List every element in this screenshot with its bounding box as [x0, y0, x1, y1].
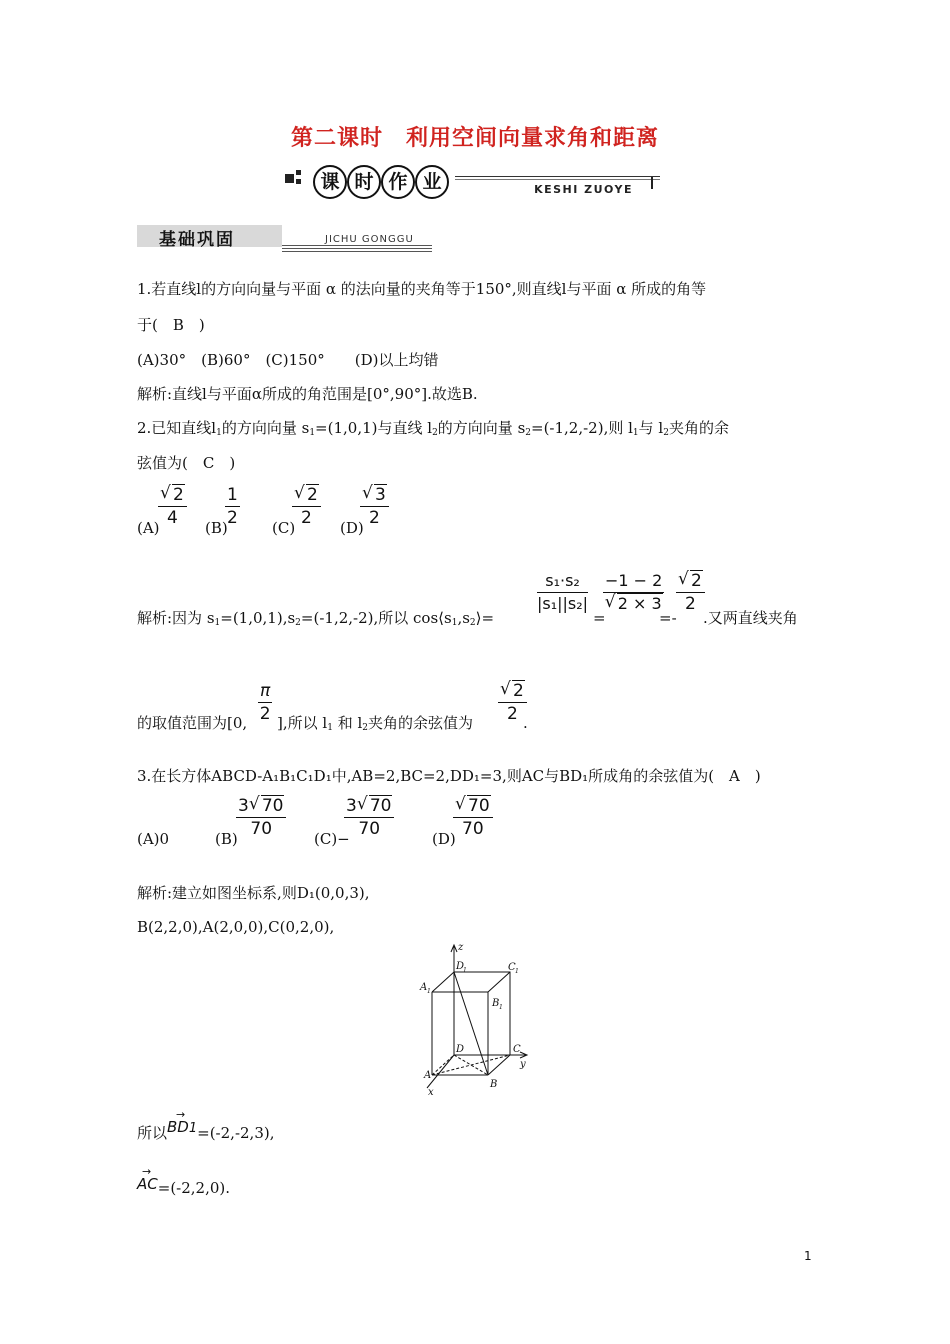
label-C1-sub: 1	[515, 968, 519, 975]
q3-vector-line2: → AC=(-2,2,0).	[137, 1178, 230, 1198]
label-D1-sub: 1	[463, 967, 467, 974]
label-A1: A	[420, 982, 428, 993]
cuboid-figure	[412, 940, 542, 1100]
edge-BC	[488, 1055, 510, 1075]
q3-option-c: (C)−	[314, 830, 350, 848]
label-D: D	[456, 1044, 465, 1055]
q2-line1: 2.已知直线$l_1$的方向向量 $s_1=(1,0,1)$与直线 $l_2$的方向向量 $s_2=(-1,2,-2)$,则 $l_1$与 $l_2$夹角的余	[137, 419, 729, 438]
q3-fraction-b: 3 √ 70 70	[236, 795, 286, 840]
q2-option-d: (D)	[340, 519, 364, 537]
q2-option-b: (B)	[205, 519, 228, 537]
q3-vector-line1: 所以 → BD1=(-2,-2,3),	[137, 1123, 274, 1145]
vector-arrow-icon: →	[176, 1108, 186, 1121]
q2-line2: 弦值为( C )	[137, 454, 236, 472]
label-C: C	[513, 1044, 521, 1055]
q3-fraction-c: 3 √ 70 70	[344, 795, 394, 840]
q1-line2: 于( B )	[137, 316, 205, 334]
section-rules	[282, 245, 432, 254]
label-D1: D	[456, 961, 465, 972]
label-A1-sub: 1	[427, 988, 431, 995]
section-label: 基础巩固	[159, 230, 235, 250]
q2-pi-fraction: $\frac{\pi}{2}$	[259, 681, 271, 724]
q2-fraction-c: √ 2 2	[292, 484, 321, 529]
page-title: 第二课时 利用空间向量求角和距离	[290, 126, 659, 151]
q3-line1: 3.在长方体ABCD-A₁B₁C₁D₁中,AB=2,BC=2,DD₁=3,则AC与BD₁所成角的余弦值为( A )	[137, 767, 761, 785]
vector-arrow-icon-2: →	[142, 1165, 152, 1178]
label-B1-sub: 1	[499, 1004, 503, 1011]
q2-option-c: (C)	[272, 519, 296, 537]
banner-char-4: 业	[415, 165, 449, 199]
label-C1: C	[508, 962, 516, 973]
q3-option-b: (B)	[215, 830, 238, 848]
q2-solution-end: .	[523, 714, 528, 732]
q2-fraction-d: √ 3 2	[360, 484, 389, 529]
homework-banner	[285, 165, 665, 205]
q3-option-d: (D)	[432, 830, 456, 848]
edge-B1C1	[488, 972, 510, 992]
back-face	[454, 972, 510, 1055]
banner-char-1: 课	[313, 165, 347, 199]
q2-answer-fraction: √ 2 2	[498, 680, 527, 725]
banner-mark-icon	[285, 174, 294, 183]
page-number: 1	[804, 1249, 812, 1263]
banner-char-2: 时	[347, 165, 381, 199]
label-z: z	[458, 942, 464, 953]
q2-fraction-a: √ 2 4	[158, 484, 187, 529]
q1-solution: 解析:直线l与平面α所成的角范围是[0°,90°].故选B.	[137, 385, 478, 403]
section-english: JICHU GONGGU	[325, 234, 414, 245]
q2-fraction-b: $\frac{1}{2}$	[227, 485, 238, 528]
diagonal-BD1	[454, 972, 488, 1075]
q3-solution-line1: 解析:建立如图坐标系,则D₁(0,0,3),	[137, 884, 370, 902]
q2-solution-fraction-1: $\frac{\text{s₁·s₂}}{\text{|s₁||s₂|}}$	[537, 571, 589, 613]
banner-mark-icon-3	[296, 179, 301, 184]
q2-solution-line2: 的取值范围为[0,	[137, 714, 248, 732]
banner-mark-icon-2	[296, 170, 301, 175]
section-header	[137, 225, 467, 253]
q1-line1: 1.若直线l的方向向量与平面 α 的法向量的夹角等于150°,则直线l与平面 α 所成的角等	[137, 280, 707, 298]
q2-solution-fraction-2: −1 − 2 √ 2 × 3	[604, 571, 663, 613]
q1-options: (A)30° (B)60° (C)150° (D)以上均错	[137, 351, 439, 369]
label-x: x	[428, 1087, 434, 1098]
banner-end-mark	[651, 177, 665, 189]
banner-english: KESHI ZUOYE	[534, 183, 633, 196]
label-B: B	[490, 1079, 498, 1090]
label-A: A	[424, 1070, 432, 1081]
q3-option-a: (A)0	[137, 830, 170, 848]
q2-solution-eq2: =-	[659, 609, 677, 627]
q2-solution-tail: .又两直线夹角	[703, 609, 798, 627]
q2-option-a: (A)	[137, 519, 160, 537]
q2-solution-eq: =	[593, 609, 606, 627]
q2-solution-line1: 解析:因为 $s_1=(1,0,1),s_2=(-1,2,-2)$,所以 $\cos⟨s_1,s_2⟩=$	[137, 609, 495, 628]
q3-fraction-d: √ 70 70	[453, 795, 493, 840]
label-y: y	[520, 1059, 526, 1070]
edge-A1D1	[432, 972, 454, 992]
q2-solution-line2b: ],所以 $l_1$ 和 $l_2$夹角的余弦值为	[277, 714, 474, 733]
q3-solution-line2: B(2,2,0),A(2,0,0),C(0,2,0),	[137, 918, 335, 936]
banner-rule-2	[455, 179, 660, 180]
banner-rule	[455, 176, 660, 177]
q2-solution-fraction-3: √ 2 2	[676, 570, 705, 615]
label-B1: B	[492, 998, 500, 1009]
banner-char-3: 作	[381, 165, 415, 199]
